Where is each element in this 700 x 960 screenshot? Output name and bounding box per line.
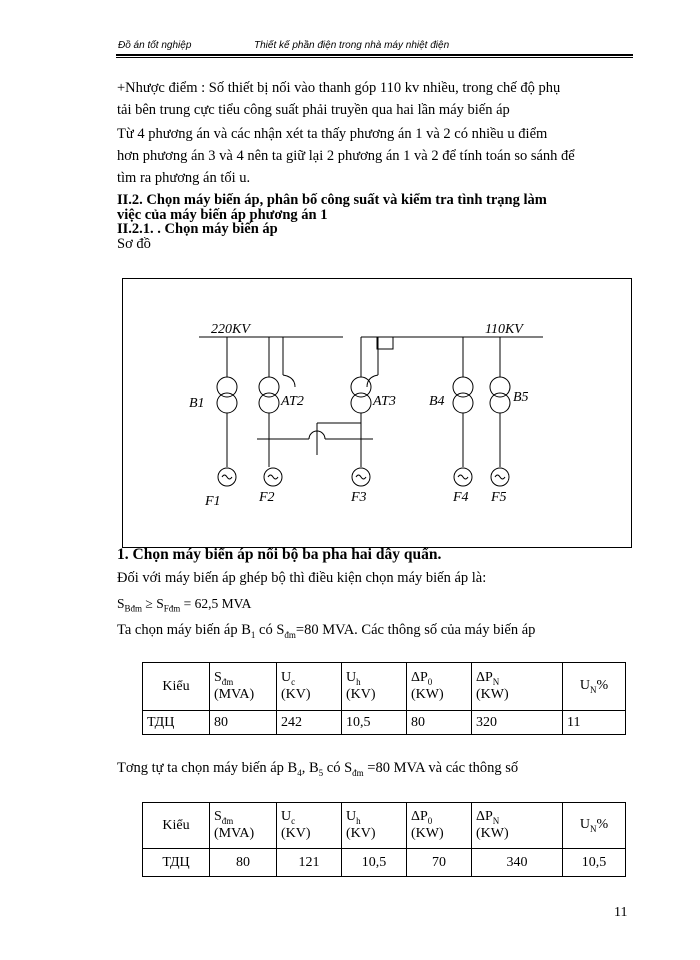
label-f5: F5 bbox=[491, 490, 507, 505]
text-1: Đối với máy biến áp ghép bộ thì điều kiện chọn máy biến áp là: bbox=[117, 570, 487, 586]
single-line-diagram bbox=[122, 278, 632, 548]
bus-220kv-label: 220KV bbox=[211, 322, 250, 337]
scheme-label: Sơ đồ bbox=[117, 236, 151, 252]
table-row: ТДЦ 80 121 10,5 70 340 10,5 bbox=[143, 849, 626, 877]
formula: $S_{Bđm} \ge S_{Fđm} = 62,5$ MVA bbox=[117, 596, 252, 614]
heading-1: 1. Chọn máy biến áp nối bộ ba pha hai dây quấn. bbox=[117, 546, 442, 563]
label-f1: F1 bbox=[205, 494, 221, 509]
para1-line1: +Nhược điểm : Số thiết bị nối vào thanh góp 110 kv nhiều, trong chế độ phụ bbox=[117, 80, 561, 96]
col-kieu: Kiểu bbox=[143, 663, 210, 711]
page-header bbox=[118, 40, 633, 54]
col-uh: $U_h$ (KV) bbox=[342, 663, 407, 711]
label-b1: B1 bbox=[189, 396, 205, 411]
label-f2: F2 bbox=[259, 490, 275, 505]
header-rule bbox=[116, 54, 633, 58]
page-number: 11 bbox=[614, 905, 628, 920]
para2-line3: tìm ra phương án tối u. bbox=[117, 170, 251, 186]
col-p0: $\Delta P_0$ (KW) bbox=[407, 663, 472, 711]
label-f3: F3 bbox=[351, 490, 367, 505]
text-2: Ta chọn máy biến áp $B_1$ có $S_{đm}=80$ MVA. Các thông số của máy biến áp bbox=[117, 622, 536, 640]
col-un: $U_N\%$ bbox=[563, 663, 626, 711]
table-row: ТДЦ 80 242 10,5 80 320 11 bbox=[143, 711, 626, 735]
label-f4: F4 bbox=[453, 490, 469, 505]
para1-line2: tải bên trung cực tiểu công suất phải truyền qua hai lần máy biến áp bbox=[117, 102, 510, 118]
header-right: Thiết kế phần điện trong nhà máy nhiệt điện bbox=[254, 40, 450, 51]
header-left: Đồ án tốt nghiệp bbox=[118, 40, 192, 51]
para2-line2: hơn phương án 3 và 4 nên ta giữ lại 2 phương án 1 và 2 để tính toán so sánh để bbox=[117, 148, 575, 164]
col-pn: $\Delta P_N$ (KW) bbox=[472, 663, 563, 711]
col-uc: $U_c$ (KV) bbox=[277, 663, 342, 711]
text-3: Tơng tự ta chọn máy biến áp $B_4$, $B_5$ có $S_{đm} =80$ MVA và các thông số bbox=[117, 760, 519, 778]
label-at3: AT3 bbox=[373, 394, 396, 409]
bus-110kv-label: 110KV bbox=[485, 322, 523, 337]
transformer-b1 bbox=[217, 377, 237, 397]
label-b5: B5 bbox=[513, 390, 529, 405]
label-at2: AT2 bbox=[281, 394, 304, 409]
col-sdm: $S_{đm}$ (MVA) bbox=[210, 663, 277, 711]
para2-line1: Từ 4 phương án và các nhận xét ta thấy phương án 1 và 2 có nhiều u điểm bbox=[117, 126, 548, 142]
section-title-line1: II.2. Chọn máy biến áp, phân bố công suất và kiểm tra tình trạng làm bbox=[117, 192, 547, 208]
table-b1 bbox=[142, 662, 626, 735]
transformer-at2 bbox=[259, 377, 279, 397]
section-subtitle: II.2.1. . Chọn máy biến áp bbox=[117, 221, 278, 237]
table-b4-b5: Kiểu $S_{đm}$ (MVA) $U_c$ (KV) $U_h$ (KV) $\Delta P_0$ (KW) $\Delta P_N$ (KW) $U_N\%$ ТДЦ 80 121 10,5 70 340 10,5 bbox=[142, 802, 626, 877]
label-b4: B4 bbox=[429, 394, 445, 409]
transformer-at3 bbox=[351, 377, 371, 397]
section-title-line2: việc của máy biến áp phương án 1 bbox=[117, 207, 328, 223]
transformer-b4 bbox=[453, 377, 473, 397]
transformer-b5 bbox=[490, 377, 510, 397]
